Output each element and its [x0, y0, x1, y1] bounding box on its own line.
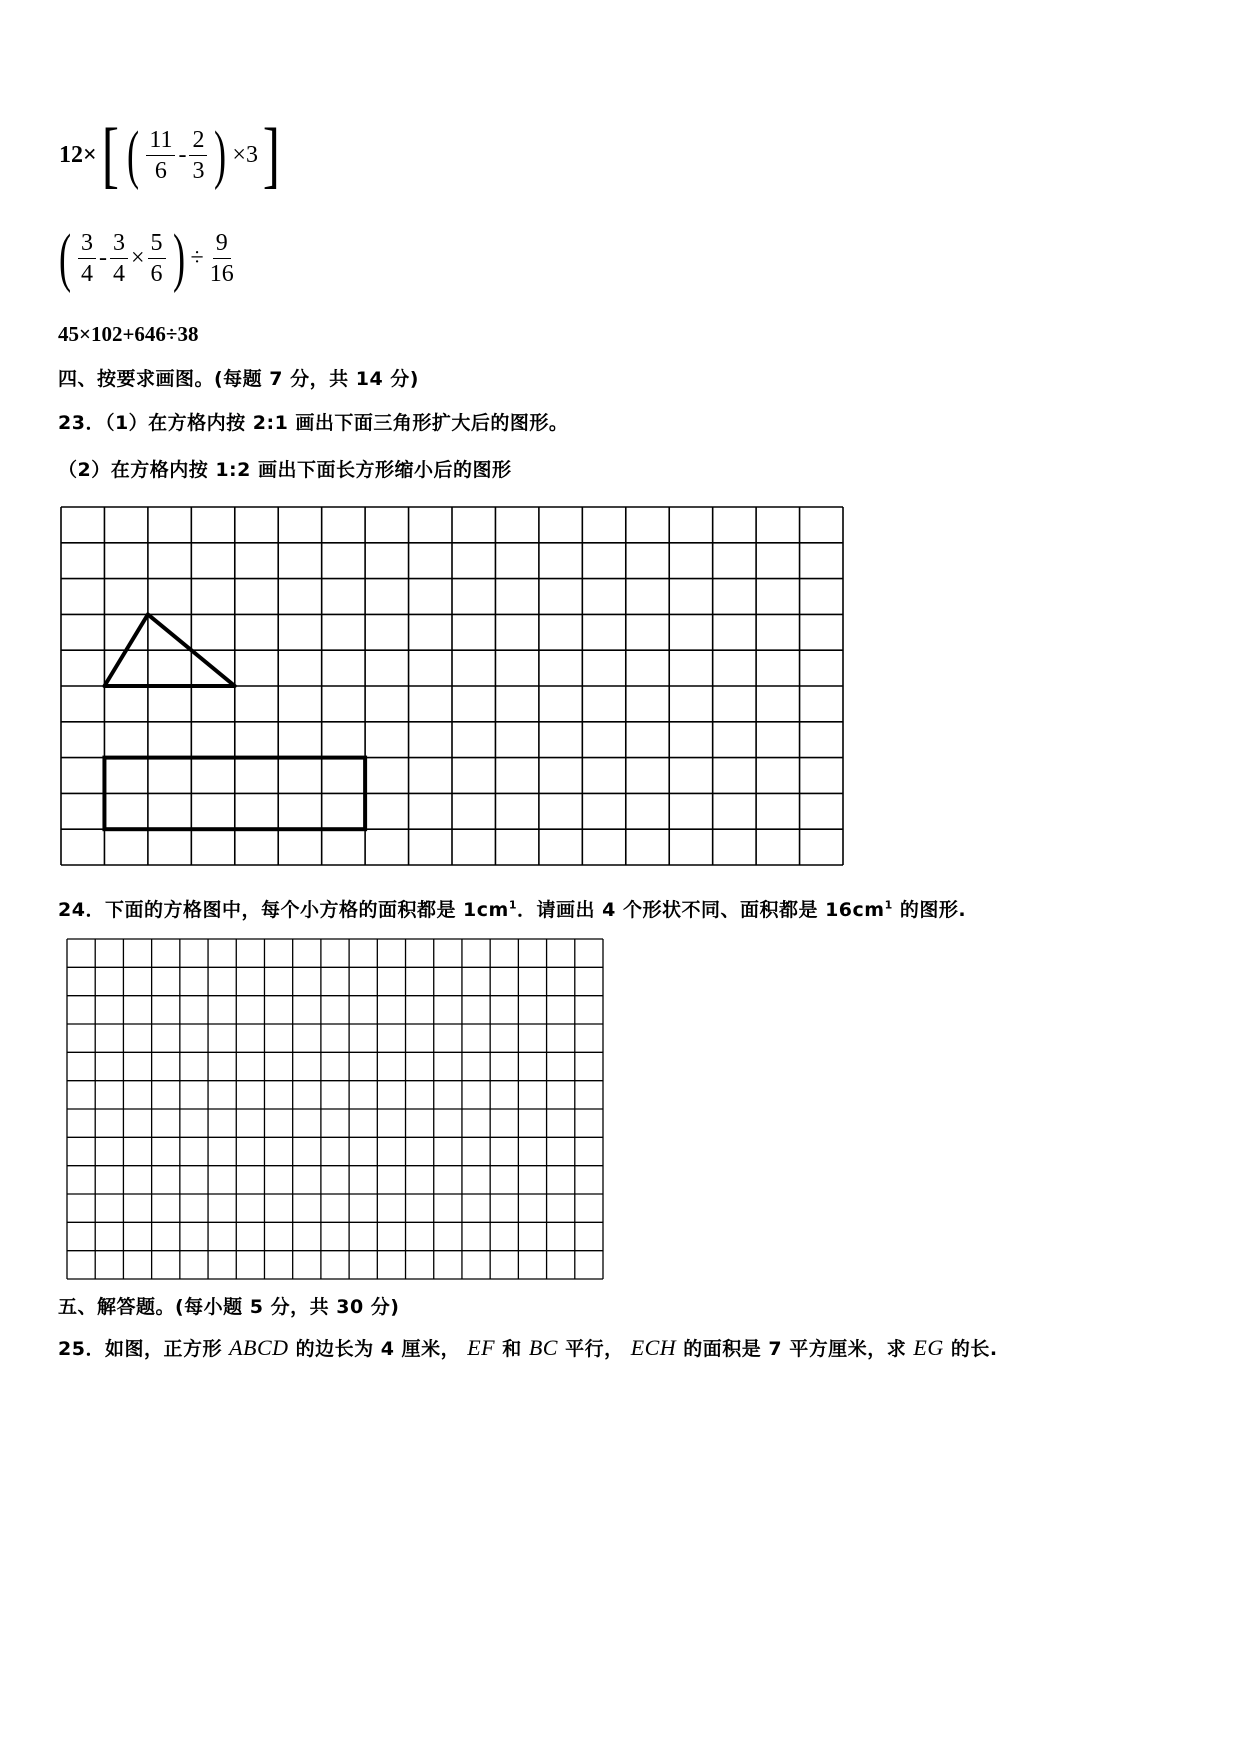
left-bracket: [ [101, 114, 119, 196]
q25-text-e: 的面积是 7 平方厘米，求 [676, 1338, 914, 1360]
q25-text-c: 和 [495, 1338, 529, 1360]
q24-sup-1: 1 [508, 898, 517, 912]
expr1-fraction-2 [189, 125, 207, 186]
numerator: 2 [189, 125, 207, 156]
denominator: 6 [154, 157, 167, 184]
q25-ech: ECH [630, 1335, 677, 1360]
denominator: 4 [80, 260, 93, 287]
left-paren: ( [58, 221, 72, 294]
q24-text-b: ．请画出 4 个形状不同、面积都是 16cm [517, 899, 885, 921]
expr2-fraction-4 [207, 228, 237, 289]
divide-sign: ÷ [190, 244, 204, 271]
left-paren: ( [127, 118, 140, 191]
denominator: 16 [209, 260, 234, 287]
q25-bc: BC [528, 1335, 558, 1360]
denominator: 3 [192, 157, 205, 184]
question-23-part-1: 23．（1）在方格内按 2:1 画出下面三角形扩大后的图形。 [58, 412, 569, 434]
right-paren: ) [214, 118, 227, 191]
times-sign: × [130, 244, 145, 271]
expr1-prefix: 12× [59, 141, 97, 168]
q24-sup-2: 1 [884, 898, 893, 912]
section-5-heading: 五、解答题。(每小题 5 分，共 30 分) [58, 1296, 400, 1318]
numerator: 9 [213, 228, 231, 259]
q24-text-c: 的图形. [892, 899, 967, 921]
expression-3: 45×102+646÷38 [58, 322, 199, 346]
denominator: 6 [150, 260, 163, 287]
question-25 [58, 1334, 998, 1361]
times-three: ×3 [232, 141, 258, 168]
numerator: 5 [148, 228, 166, 259]
grid-24 [66, 938, 606, 1282]
question-23-part-2: （2）在方格内按 1:2 画出下面长方形缩小后的图形 [58, 459, 512, 481]
minus-sign: - [178, 141, 187, 168]
numerator: 3 [78, 228, 96, 259]
q25-text-f: 的长. [943, 1338, 998, 1360]
expr2-fraction-1 [78, 228, 96, 289]
numerator: 3 [110, 228, 128, 259]
q24-text-a: 24．下面的方格图中，每个小方格的面积都是 1cm [58, 899, 509, 921]
minus-sign: - [98, 244, 107, 271]
right-bracket: ] [262, 114, 280, 196]
section-4-heading: 四、按要求画图。(每题 7 分，共 14 分) [58, 368, 419, 390]
numerator: 11 [146, 125, 175, 156]
q25-eg: EG [913, 1335, 944, 1360]
q25-text-a: 25．如图，正方形 [58, 1338, 230, 1360]
question-24 [58, 895, 966, 922]
expr1-fraction-1 [146, 125, 175, 186]
q25-text-d: 平行， [557, 1338, 631, 1360]
q25-text-b: 的边长为 4 厘米， [288, 1338, 468, 1360]
denominator: 4 [112, 260, 125, 287]
q25-abcd: ABCD [229, 1335, 289, 1360]
right-paren: ) [172, 221, 185, 294]
expr2-fraction-2 [110, 228, 128, 289]
grid-24-lines [67, 939, 603, 1279]
expression-2 [54, 221, 239, 294]
grid-23 [60, 506, 846, 868]
expr2-fraction-3 [148, 228, 166, 289]
expression-1 [58, 114, 284, 196]
q25-ef: EF [467, 1335, 496, 1360]
